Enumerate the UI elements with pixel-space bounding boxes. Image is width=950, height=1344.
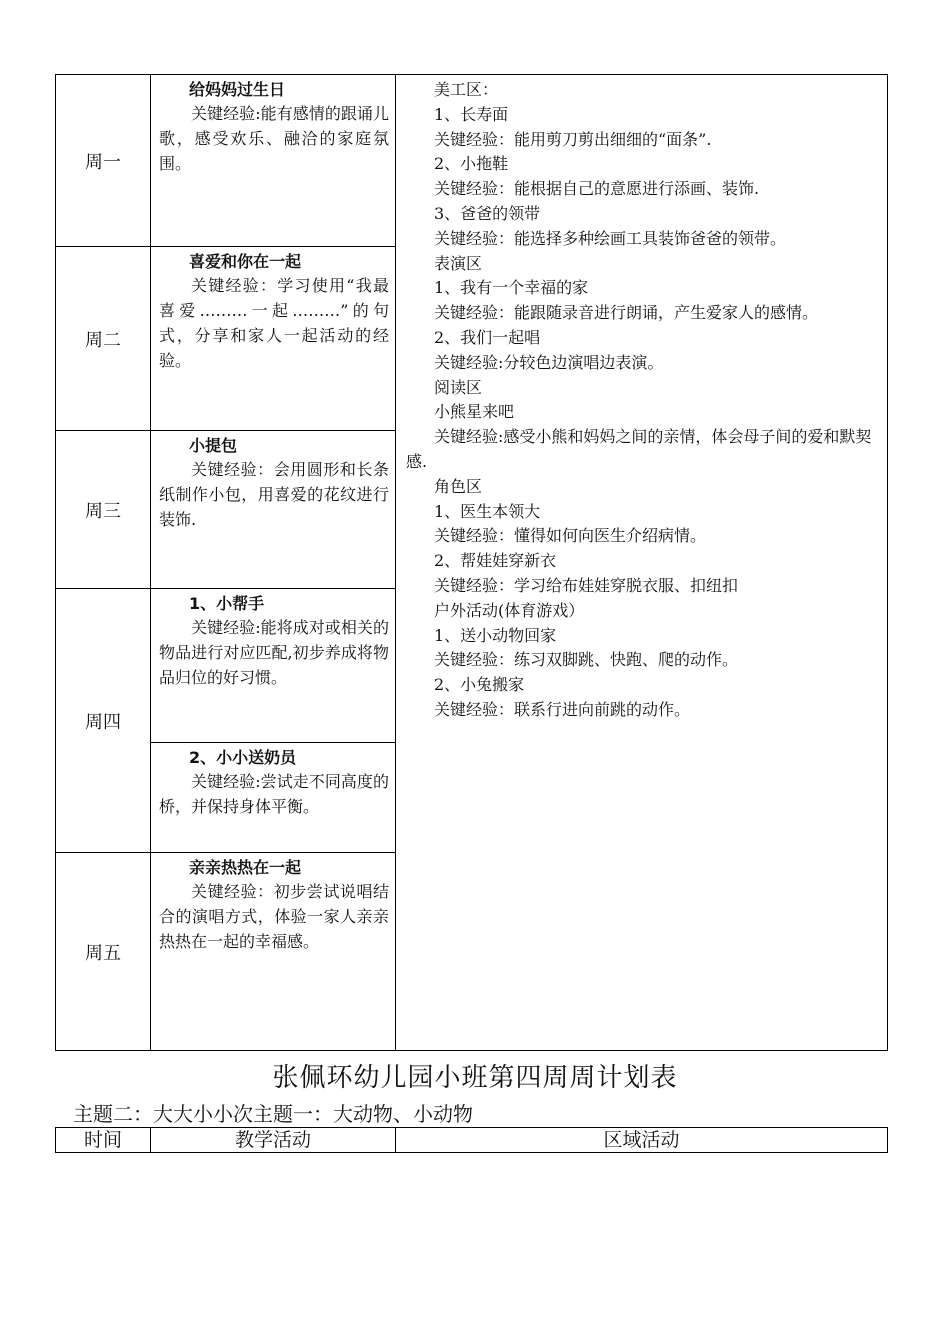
activity-text: 关键经验：学习使用“我最喜爱………一起………”的句式，分享和家人一起活动的经验。 xyxy=(159,276,389,370)
area-activity-line: 关键经验：能选择多种绘画工具装饰爸爸的领带。 xyxy=(434,228,787,248)
area-activity-line: 小熊星来吧 xyxy=(434,402,515,422)
day-cell: 周四 xyxy=(56,589,151,853)
activity-cell xyxy=(151,743,396,853)
activity-text: 关键经验:能将成对或相关的物品进行对应匹配,初步养成将物品归位的好习惯。 xyxy=(159,618,389,687)
activity-text: 关键经验：初步尝试说唱结合的演唱方式，体验一家人亲亲热热在一起的幸福感。 xyxy=(159,882,389,951)
area-activities-cell xyxy=(396,75,888,1051)
area-activity-line: 关键经验：能用剪刀剪出细细的“面条”. xyxy=(434,129,712,149)
header-time: 时间 xyxy=(56,1128,151,1153)
activity-cell xyxy=(151,589,396,743)
activity-title: 1、小帮手 xyxy=(189,594,265,613)
area-activity-line: 关键经验：练习双脚跳、快跑、爬的动作。 xyxy=(434,650,739,670)
activity-cell xyxy=(151,431,396,589)
area-activity-line: 关键经验：联系行进向前跳的动作。 xyxy=(434,699,691,719)
area-activities-list xyxy=(406,78,879,723)
area-activity-line: 2、我们一起唱 xyxy=(434,327,541,347)
activity-text: 关键经验：会用圆形和长条纸制作小包，用喜爱的花纹进行装饰. xyxy=(159,460,389,529)
area-activity-line: 美工区： xyxy=(434,80,499,99)
table-header-row xyxy=(56,1128,888,1153)
area-activity-line: 2、小兔搬家 xyxy=(434,675,525,695)
area-activity-line: 关键经验:感受小熊和妈妈之间的亲情，体会母子间的爱和默契感. xyxy=(406,427,872,471)
area-activity-line: 1、送小动物回家 xyxy=(434,625,557,645)
activity-title: 小提包 xyxy=(189,436,238,455)
area-activity-line: 1、医生本领大 xyxy=(434,501,541,521)
activity-text: 关键经验:能有感情的跟诵儿歌，感受欢乐、融洽的家庭氛围。 xyxy=(159,104,389,173)
weekly-plan-table xyxy=(55,74,888,1051)
area-activity-line: 户外活动(体育游戏） xyxy=(434,600,585,620)
activity-title: 给妈妈过生日 xyxy=(189,80,286,99)
header-teaching: 教学活动 xyxy=(151,1128,396,1153)
area-activity-line: 2、小拖鞋 xyxy=(434,154,509,174)
activity-title: 亲亲热热在一起 xyxy=(189,858,302,877)
area-activity-line: 关键经验：能跟随录音进行朗诵，产生爱家人的感情。 xyxy=(434,303,819,323)
activity-title: 喜爱和你在一起 xyxy=(189,252,302,271)
area-activity-line: 1、长寿面 xyxy=(434,104,509,124)
activity-cell xyxy=(151,247,396,431)
page-title: 张佩环幼儿园小班第四周周计划表 xyxy=(272,1063,678,1093)
area-activity-line: 角色区 xyxy=(434,476,483,496)
theme-subtitle: 主题二：大大小小次主题一：大动物、小动物 xyxy=(73,1102,473,1126)
area-activity-line: 阅读区 xyxy=(434,377,483,397)
activity-cell xyxy=(151,75,396,247)
area-activity-line: 表演区 xyxy=(434,253,483,273)
next-plan-header-table xyxy=(55,1127,888,1153)
area-activity-line: 关键经验:分较色边演唱边表演。 xyxy=(434,352,664,372)
area-activity-line: 2、帮娃娃穿新衣 xyxy=(434,551,557,571)
area-activity-line: 关键经验：能根据自己的意愿进行添画、装饰. xyxy=(434,179,760,199)
area-activity-line: 3、爸爸的领带 xyxy=(434,203,541,223)
activity-cell xyxy=(151,853,396,1051)
area-activity-line: 关键经验：学习给布娃娃穿脱衣服、扣纽扣 xyxy=(434,575,739,595)
day-cell: 周三 xyxy=(56,431,151,589)
header-area: 区域活动 xyxy=(396,1128,888,1153)
activity-title: 2、小小送奶员 xyxy=(189,748,297,767)
day-cell: 周二 xyxy=(56,247,151,431)
area-activity-line: 关键经验：懂得如何向医生介绍病情。 xyxy=(434,526,707,546)
activity-text: 关键经验:尝试走不同高度的桥，并保持身体平衡。 xyxy=(159,772,389,816)
day-cell: 周一 xyxy=(56,75,151,247)
table-row xyxy=(56,75,888,247)
day-cell: 周五 xyxy=(56,853,151,1051)
area-activity-line: 1、我有一个幸福的家 xyxy=(434,278,589,298)
